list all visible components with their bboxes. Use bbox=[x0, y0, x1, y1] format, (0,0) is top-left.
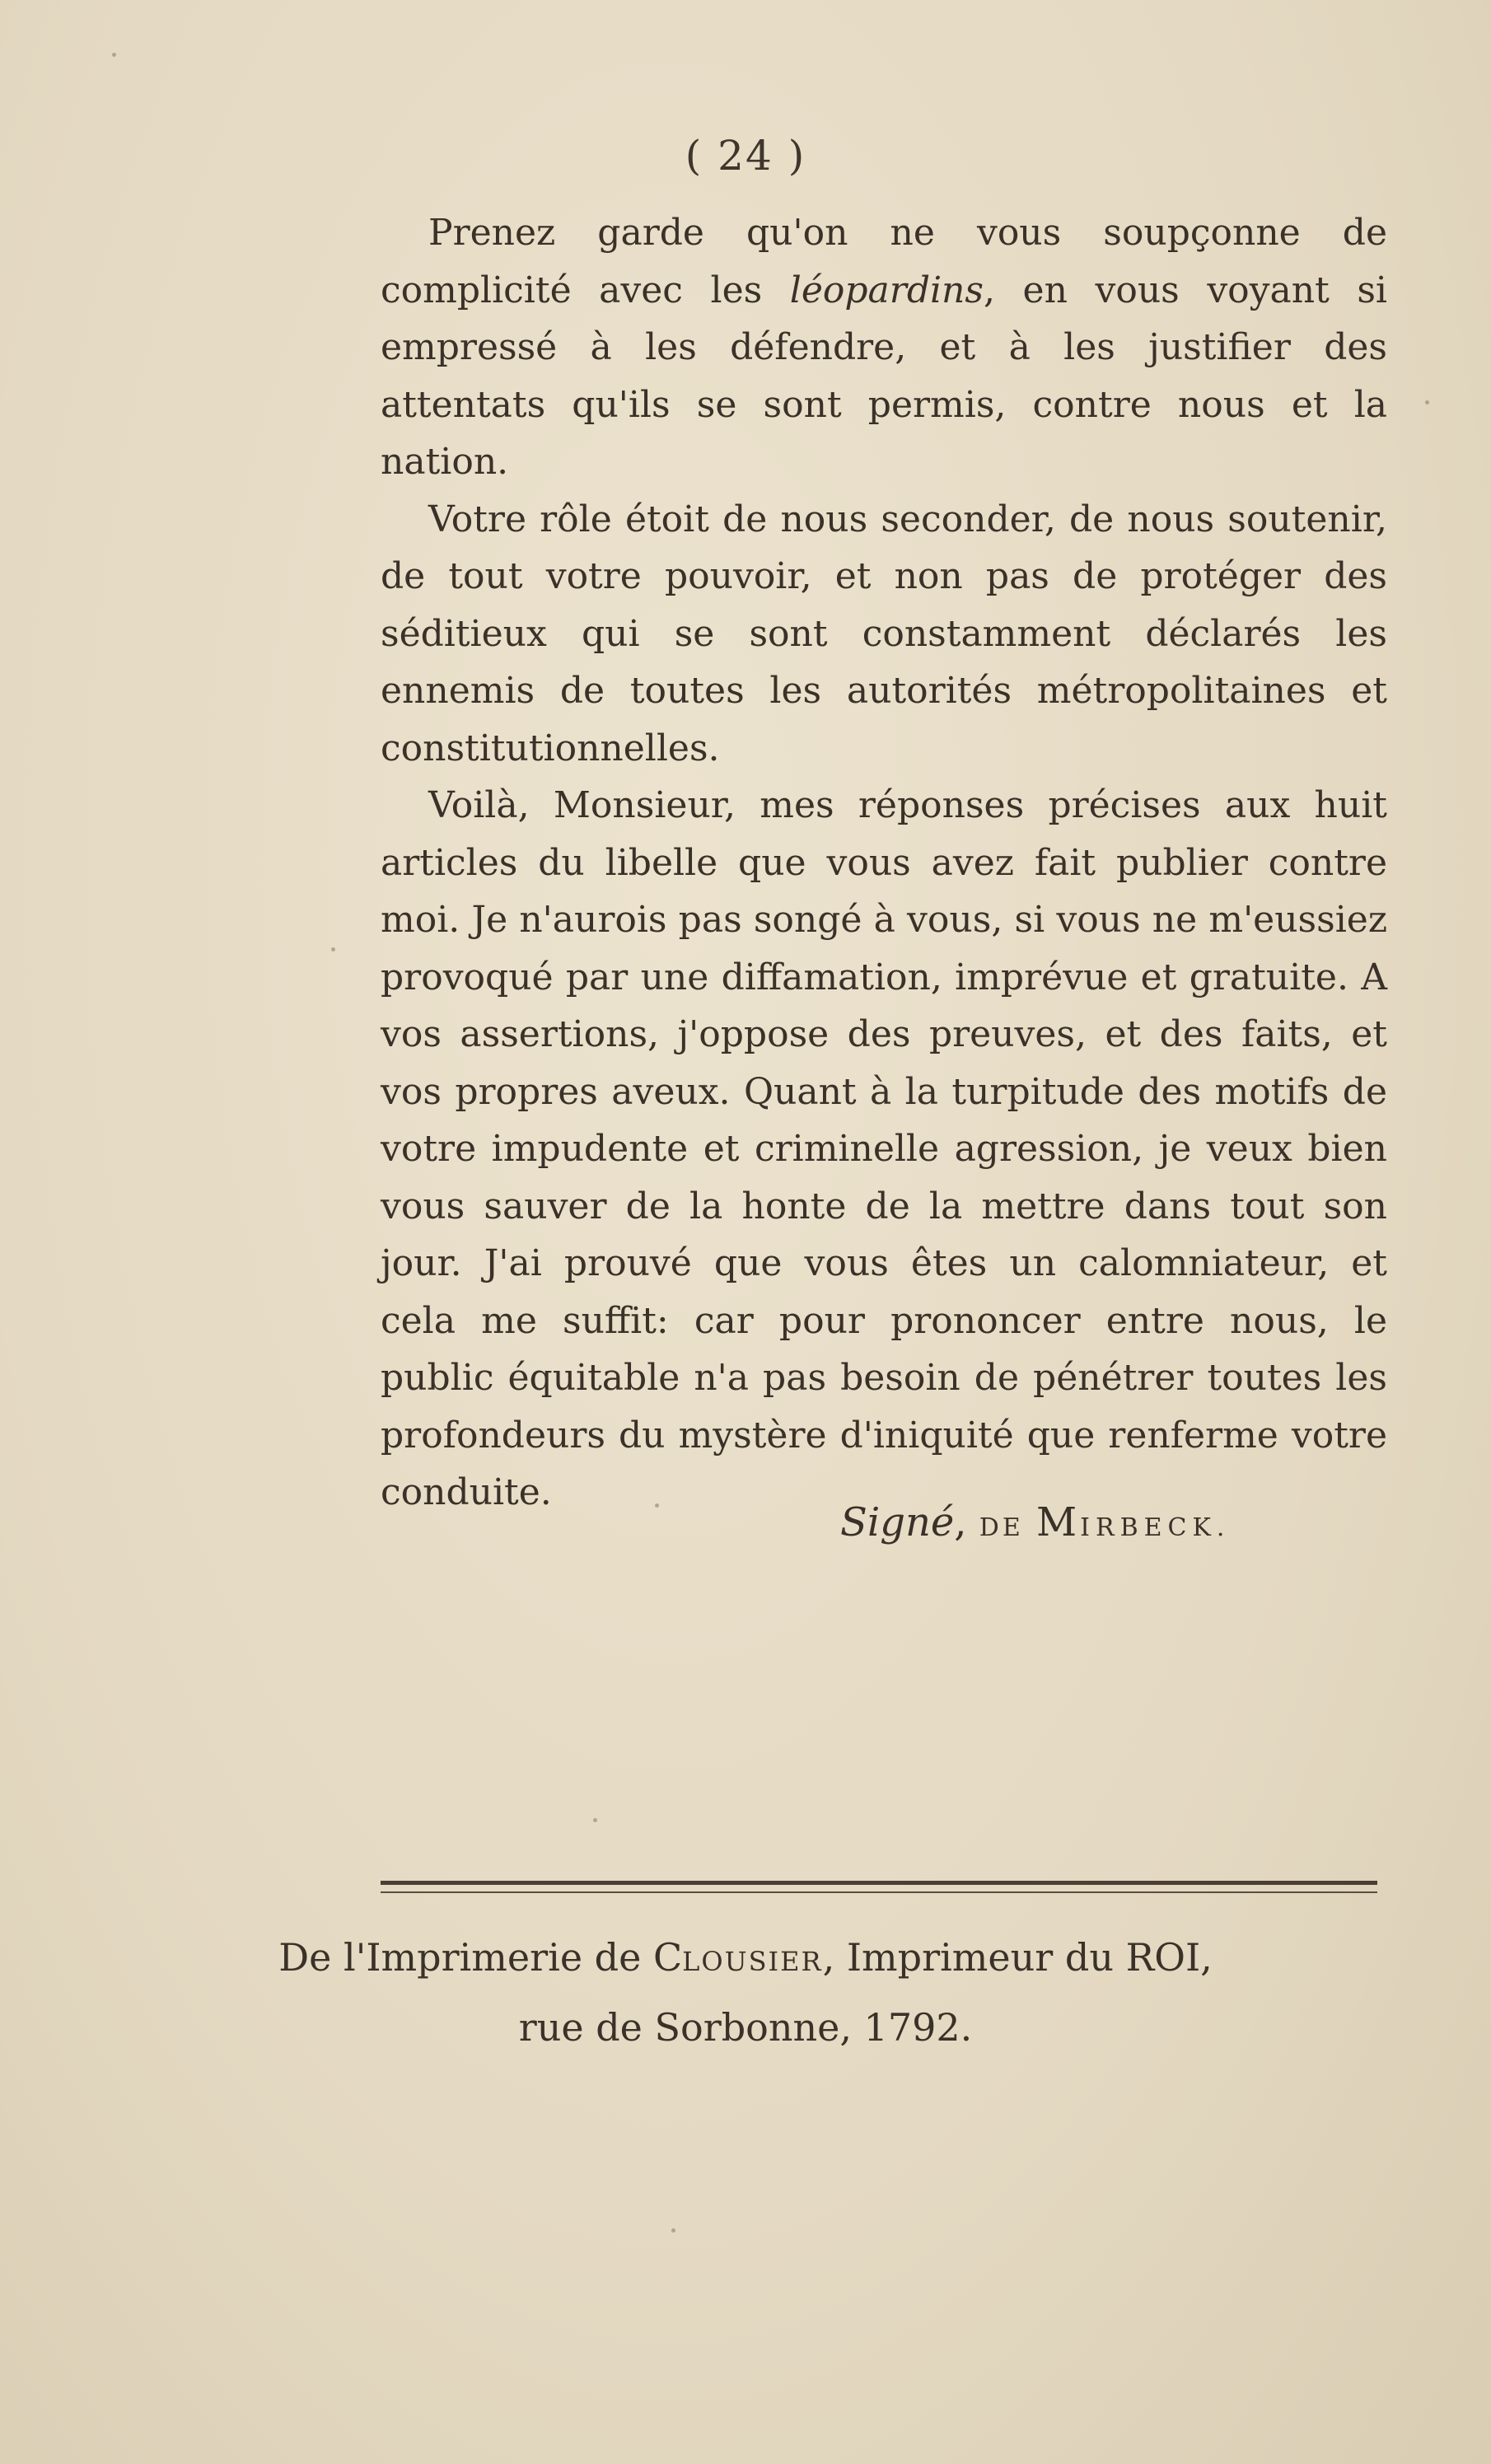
paragraph-3: Voilà, Monsieur, mes réponses précises aux huit articles du libelle que vous avez fait publier contre moi. Je n'aurois pas songé à vous, si vous ne m'eussiez provoqué par une diffamation, imprévue et gratuite. A vos assertions, j'oppose des preuves, et des faits, et vos propres aveux. Quant à la turpitude des motifs de votre impudente et criminelle agression, je veux bien vous sauver de la honte de la mettre dans tout son jour. J'ai prouvé que vous êtes un calomniateur, et cela me suffit: car pour prononcer entre nous, le public équitable n'a pas besoin de pénétrer toutes les profondeurs du mystère d'iniquité que renferme votre conduite. bbox=[381, 784, 1387, 1513]
signature-separator: , bbox=[954, 1499, 979, 1545]
colophon-line-2: rue de Sorbonne, 1792. bbox=[518, 2005, 973, 2050]
signature-signe: Signé bbox=[840, 1499, 955, 1545]
divider-thin-rule bbox=[381, 1891, 1377, 1893]
page-number: ( 24 ) bbox=[685, 132, 806, 180]
paper-speck bbox=[331, 947, 335, 951]
colophon-prefix: De l'Imprimerie de bbox=[278, 1935, 653, 1980]
signature-name-rest: IRBECK. bbox=[1080, 1513, 1231, 1542]
paragraph-1-after: , en vous voyant si empressé à les défendre, et à les justifier des attentats qu'ils se sont permis, contre nous et la nation. bbox=[381, 269, 1387, 483]
colophon-line-1 bbox=[0, 1924, 1491, 1994]
paragraph-1 bbox=[381, 204, 1387, 491]
paragraph-2: Votre rôle étoit de nous seconder, de nous soutenir, de tout votre pouvoir, et non pas de protéger des séditieux qui se sont constamment déclarés les ennemis de toutes les autorités métropolitaines et constitutionnelles. bbox=[381, 498, 1387, 769]
colophon-king: ROI bbox=[1125, 1935, 1201, 1980]
paper-speck bbox=[1425, 400, 1429, 404]
colophon-middle: , Imprimeur du bbox=[822, 1935, 1126, 1980]
paragraph-1-italic: léopardins bbox=[789, 269, 984, 311]
paragraph-1-before: Prenez garde qu'on ne vous soupçonne de complicité avec les bbox=[381, 212, 1387, 311]
paper-speck bbox=[671, 2228, 675, 2233]
divider-thick-rule bbox=[381, 1881, 1377, 1885]
signature-name-initial: M bbox=[1036, 1499, 1081, 1545]
paper-speck bbox=[112, 53, 116, 57]
signature-de: DE bbox=[979, 1513, 1024, 1542]
colophon bbox=[0, 1924, 1491, 2060]
colophon-suffix: , bbox=[1200, 1935, 1213, 1980]
signature bbox=[840, 1499, 1230, 1545]
body-text bbox=[381, 204, 1387, 1522]
colophon-printer-initial: C bbox=[652, 1935, 683, 1980]
colophon-printer-rest: LOUSIER bbox=[682, 1946, 823, 1977]
paper-speck bbox=[655, 1503, 659, 1508]
paper-speck bbox=[593, 1818, 597, 1822]
